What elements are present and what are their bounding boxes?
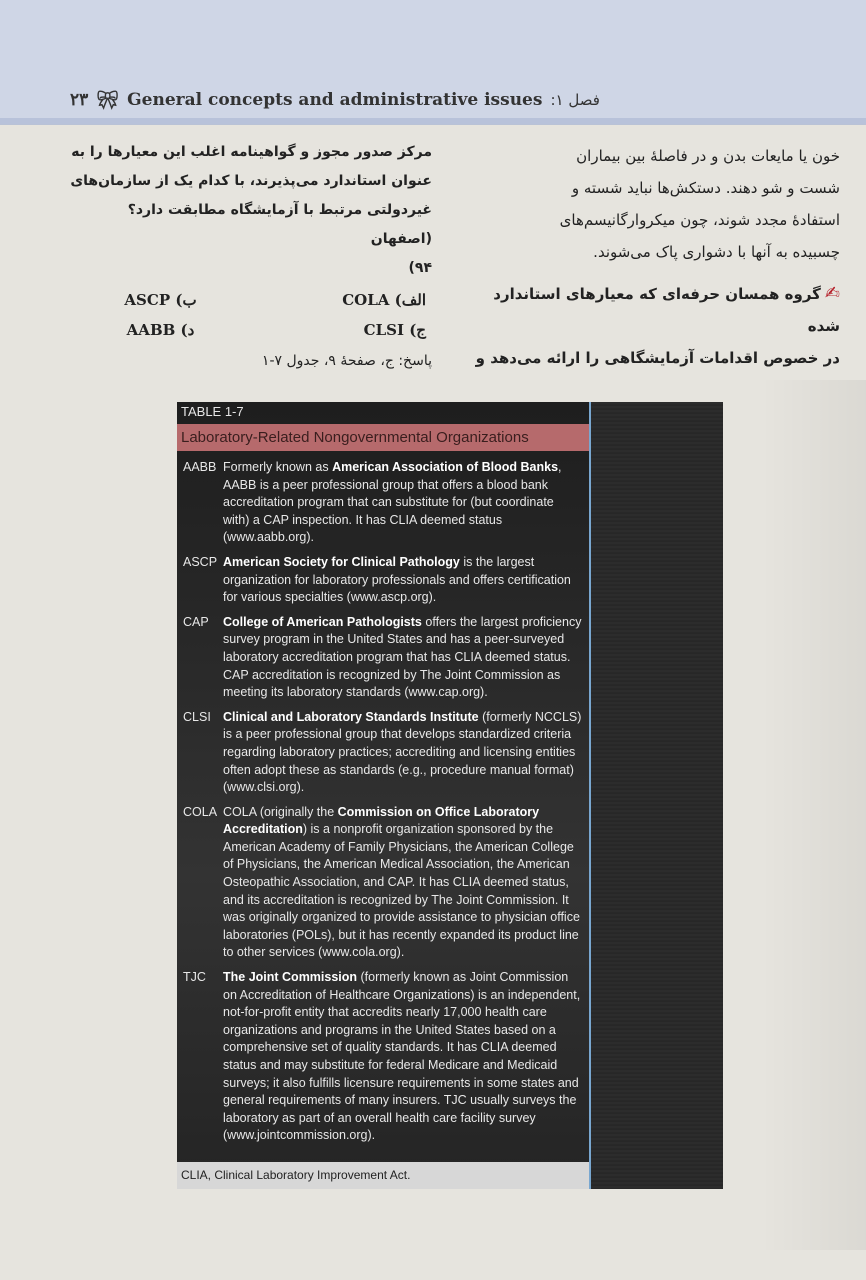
- row-abbreviation: CAP: [183, 614, 209, 629]
- answer-key: پاسخ: ج، صفحهٔ ۹، جدول ۷-۱: [261, 353, 432, 369]
- description-text: , AABB is a peer professional group that offers a blood bank accreditation program that can substitute for (but coordinate with) a CAP inspection. It has CLIA deemed status (www.aabb.org).: [223, 460, 562, 545]
- description-text: is the largest organization for laboratory professionals and offers certification for various specialties (www.ascp.org).: [223, 554, 571, 605]
- question-line: در خصوص اقدامات آزمایشگاهی را ارائه می‌دهد و: [475, 349, 840, 367]
- row-description: [223, 709, 589, 797]
- paragraph-line: خون یا مایعات بدن و در فاصلهٔ بین بیماران: [576, 147, 840, 165]
- row-abbreviation: COLA: [183, 804, 218, 819]
- answer-options: [70, 285, 432, 345]
- ribbon-icon: 🎀︎: [96, 89, 120, 111]
- row-description: [223, 804, 589, 962]
- table-body: [177, 402, 589, 1182]
- organization-name: Clinical and Laboratory Standards Institute: [223, 709, 479, 724]
- description-lead: COLA (originally the: [223, 804, 338, 819]
- paragraph-line: شست و شو دهند. دستکش‌ها نباید شسته و: [571, 179, 840, 197]
- table-row: [177, 804, 589, 962]
- table-title: Laboratory-Related Nongovernmental Organizations: [177, 424, 589, 451]
- description-text: (formerly known as Joint Commission on Accreditation of Healthcare Organizations) is an independent, not-for-profit entity that accredits nearly 17,000 health care organizations and programs in the United States based on a comprehensive set of quality standards. It has CLIA deemed status and may substitute for federal Medicare and Medicaid surveys; it also fulfills licensure requirements in some states and general requirements of many insurers. TJC usually surveys the laboratory as part of an overall health care facility survey (www.jointcommission.org).: [223, 970, 581, 1143]
- organization-name: College of American Pathologists: [223, 614, 422, 629]
- header-rule: [0, 118, 866, 124]
- table-row: [177, 709, 589, 797]
- description-lead: Formerly known as: [223, 460, 333, 474]
- table-side-panel: [591, 402, 723, 1189]
- row-description: [223, 459, 589, 547]
- question-line: عنوان استاندارد می‌پذیرند، با کدام یک از سازمان‌های: [70, 173, 432, 189]
- description-text: ) is a nonprofit organization sponsored by the American Academy of Family Physicians, the American College of Physicians, the American Medical Association, the American Osteopathic Association, and CAP. It has CLIA deemed status, and its accreditation is recognized by The Joint Commission. It was originally organized to provide assistance to physician office laboratories (POLs), but it has recently expanded its product line to other services (www.cola.org).: [223, 822, 580, 960]
- option-d: د) AABB: [126, 321, 195, 339]
- organization-name: The Joint Commission: [223, 970, 358, 985]
- option-a: الف) COLA: [342, 291, 426, 309]
- question-line: ۹۴): [408, 260, 432, 276]
- description-text: offers the largest proficiency survey program in the United States and has a peer-surveyed laboratory accreditation program that has CLIA deemed status. CAP accreditation is recognized by The Joint Commission as meeting its laboratory standards (www.cap.org).: [223, 614, 582, 700]
- right-column: [470, 140, 840, 374]
- row-description: [223, 554, 589, 607]
- table-figure: [177, 402, 723, 1189]
- chapter-label: فصل ۱:: [550, 91, 600, 109]
- table-row: [177, 614, 589, 702]
- row-abbreviation: ASCP: [183, 554, 218, 569]
- table-row: [177, 554, 589, 607]
- table-row: [177, 459, 589, 547]
- table-footnote: CLIA, Clinical Laboratory Improvement Act.: [177, 1162, 589, 1189]
- running-title: General concepts and administrative issues: [127, 90, 543, 110]
- row-abbreviation: CLSI: [183, 709, 211, 724]
- description-text: (formerly NCCLS) is a peer professional group that develops standardized criteria regarding laboratory practices; accrediting and licensing entities often adopt these as standards (e.g., procedure manual format) (www.clsi.org).: [223, 709, 582, 795]
- question-line: غیردولتی مرتبط با آزمایشگاه مطابقت دارد؟ (اصفهان: [127, 202, 432, 247]
- running-head: [70, 88, 600, 112]
- page-header: [0, 0, 866, 125]
- organization-name: American Society for Clinical Pathology: [223, 554, 460, 569]
- page-number: ۲۳: [70, 90, 89, 110]
- left-column: [70, 138, 432, 376]
- organization-name: Commission on Office Laboratory Accreditation: [223, 804, 540, 837]
- paragraph-line: چسبیده به آنها با دشواری پاک می‌شوند.: [593, 243, 840, 261]
- table-row: [177, 969, 589, 1145]
- page-shadow: [760, 380, 866, 1250]
- option-b: ب) ASCP: [124, 291, 197, 309]
- option-c: ج) CLSI: [363, 321, 426, 339]
- row-description: [223, 969, 589, 1145]
- row-abbreviation: TJC: [183, 970, 206, 985]
- table-number: TABLE 1-7: [181, 404, 244, 419]
- organization-name: American Association of Blood Banks: [332, 460, 559, 474]
- paragraph-line: استفادهٔ مجدد شوند، چون میکروارگانیسم‌های: [559, 211, 840, 229]
- question-line: ✍گروه همسان حرفه‌ای که معیارهای استاندارد شده: [493, 283, 840, 335]
- table-entries: [177, 459, 589, 1152]
- question-line: مرکز صدور مجوز و گواهینامه اغلب این معیارها را به: [71, 144, 432, 160]
- row-abbreviation: AABB: [183, 460, 217, 474]
- row-description: [223, 614, 589, 702]
- pen-icon: ✍: [824, 283, 840, 304]
